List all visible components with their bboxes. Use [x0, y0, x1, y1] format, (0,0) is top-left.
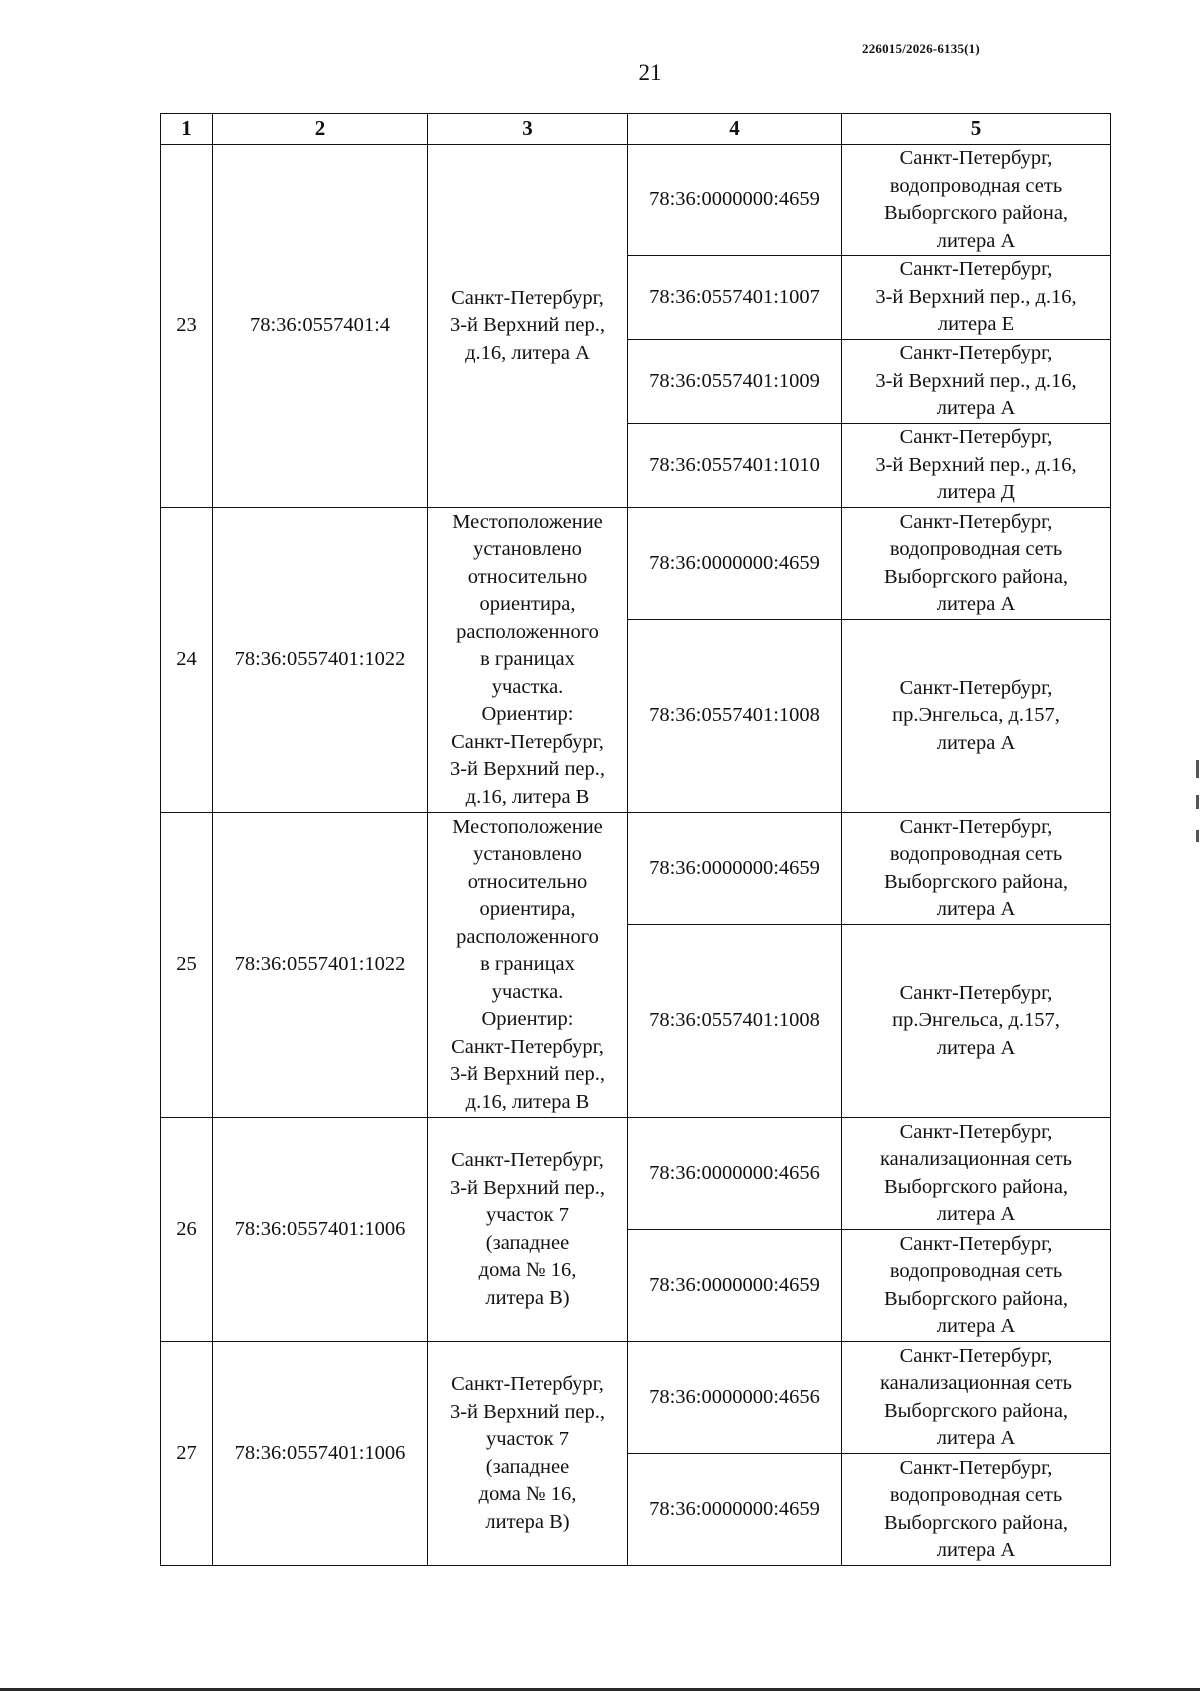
- column-header: 5: [842, 114, 1111, 145]
- parcel-location: Местоположение установлено относительно ориентира, расположенного в границах участка. Ориентир: Санкт-Петербург, 3-й Верхний пер., д.16, литера В: [428, 508, 628, 813]
- object-cadastral-number: 78:36:0000000:4659: [628, 1454, 842, 1566]
- object-address: Санкт-Петербург, канализационная сеть Выборгского района, литера А: [842, 1342, 1111, 1454]
- row-number: 24: [161, 508, 213, 813]
- scan-edge-mark: [1196, 830, 1199, 842]
- object-cadastral-number: 78:36:0000000:4659: [628, 145, 842, 256]
- object-cadastral-number: 78:36:0557401:1008: [628, 620, 842, 813]
- object-cadastral-number: 78:36:0000000:4659: [628, 508, 842, 620]
- object-address: Санкт-Петербург, канализационная сеть Выборгского района, литера А: [842, 1118, 1111, 1230]
- object-address: Санкт-Петербург, водопроводная сеть Выборгского района, литера А: [842, 1230, 1111, 1342]
- object-address: Санкт-Петербург, пр.Энгельса, д.157, литера А: [842, 620, 1111, 813]
- object-cadastral-number: 78:36:0000000:4659: [628, 1230, 842, 1342]
- parcel-cadastral-number: 78:36:0557401:1006: [213, 1118, 428, 1342]
- column-header: 3: [428, 114, 628, 145]
- row-number: 23: [161, 145, 213, 508]
- table-header-row: [161, 114, 1111, 145]
- parcel-location: Санкт-Петербург, 3-й Верхний пер., д.16, литера А: [428, 145, 628, 508]
- table-row: [161, 508, 1111, 620]
- table-row: [161, 813, 1111, 925]
- object-cadastral-number: 78:36:0557401:1009: [628, 340, 842, 424]
- table-row: [161, 145, 1111, 256]
- parcel-cadastral-number: 78:36:0557401:1022: [213, 508, 428, 813]
- object-cadastral-number: 78:36:0000000:4659: [628, 813, 842, 925]
- object-cadastral-number: 78:36:0557401:1010: [628, 424, 842, 508]
- parcel-cadastral-number: 78:36:0557401:4: [213, 145, 428, 508]
- scan-edge-mark: [1196, 760, 1199, 778]
- object-address: Санкт-Петербург, 3-й Верхний пер., д.16, литера Д: [842, 424, 1111, 508]
- object-address: Санкт-Петербург, водопроводная сеть Выборгского района, литера А: [842, 508, 1111, 620]
- object-cadastral-number: 78:36:0000000:4656: [628, 1118, 842, 1230]
- object-address: Санкт-Петербург, 3-й Верхний пер., д.16, литера А: [842, 340, 1111, 424]
- parcel-cadastral-number: 78:36:0557401:1006: [213, 1342, 428, 1566]
- parcel-location: Санкт-Петербург, 3-й Верхний пер., участок 7 (западнее дома № 16, литера В): [428, 1342, 628, 1566]
- page-number: 21: [638, 60, 662, 85]
- column-header: 1: [161, 114, 213, 145]
- column-header: 2: [213, 114, 428, 145]
- object-cadastral-number: 78:36:0557401:1008: [628, 925, 842, 1118]
- parcel-location: Санкт-Петербург, 3-й Верхний пер., участок 7 (западнее дома № 16, литера В): [428, 1118, 628, 1342]
- scan-edge-mark: [1196, 795, 1199, 809]
- object-cadastral-number: 78:36:0000000:4656: [628, 1342, 842, 1454]
- parcel-location: Местоположение установлено относительно ориентира, расположенного в границах участка. Ориентир: Санкт-Петербург, 3-й Верхний пер., д.16, литера В: [428, 813, 628, 1118]
- object-address: Санкт-Петербург, водопроводная сеть Выборгского района, литера А: [842, 813, 1111, 925]
- object-address: Санкт-Петербург, водопроводная сеть Выборгского района, литера А: [842, 145, 1111, 256]
- table-row: [161, 1118, 1111, 1230]
- table-row: [161, 1342, 1111, 1454]
- object-address: Санкт-Петербург, 3-й Верхний пер., д.16, литера Е: [842, 256, 1111, 340]
- row-number: 25: [161, 813, 213, 1118]
- parcel-cadastral-number: 78:36:0557401:1022: [213, 813, 428, 1118]
- cadastral-table: [160, 113, 1111, 1566]
- row-number: 27: [161, 1342, 213, 1566]
- object-address: Санкт-Петербург, пр.Энгельса, д.157, литера А: [842, 925, 1111, 1118]
- column-header: 4: [628, 114, 842, 145]
- scan-edge-line: [0, 1688, 1200, 1691]
- document-id: 226015/2026-6135(1): [862, 41, 980, 56]
- object-cadastral-number: 78:36:0557401:1007: [628, 256, 842, 340]
- row-number: 26: [161, 1118, 213, 1342]
- object-address: Санкт-Петербург, водопроводная сеть Выборгского района, литера А: [842, 1454, 1111, 1566]
